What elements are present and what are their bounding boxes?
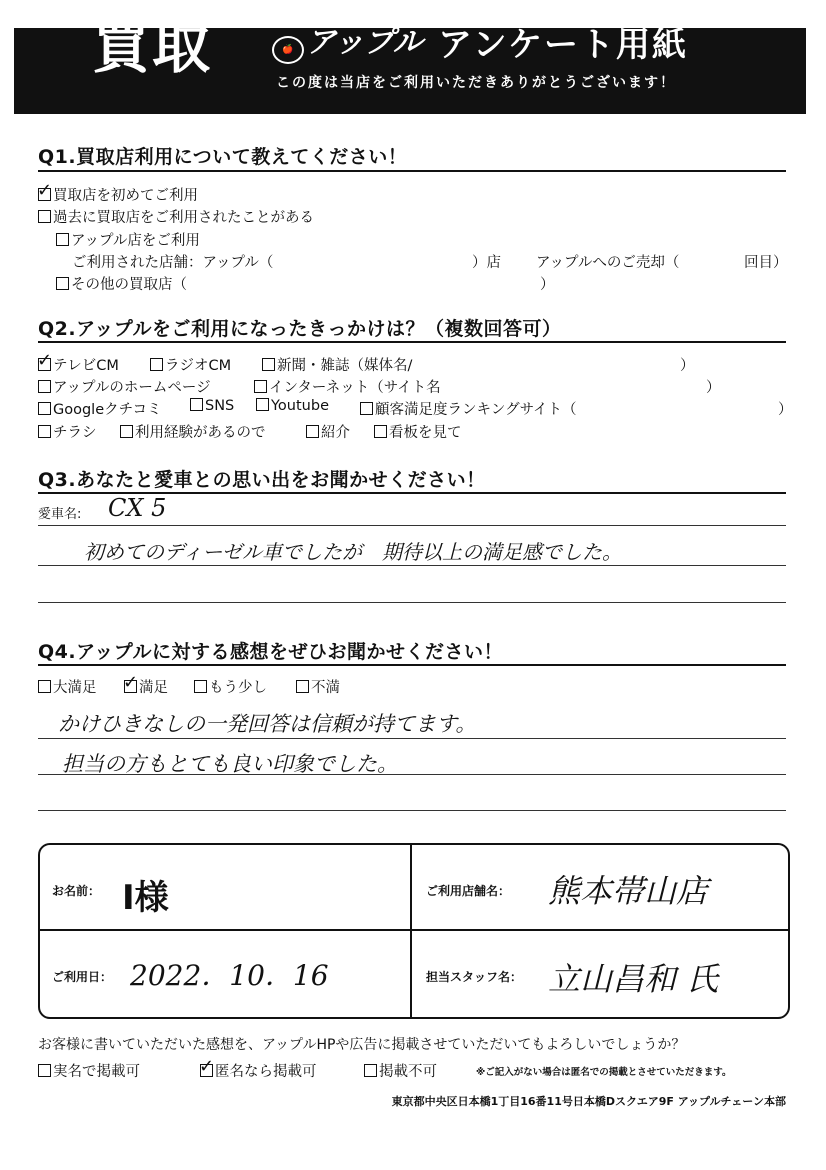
q1-option-first[interactable] bbox=[37, 180, 198, 205]
option-label: 匿名なら掲載可 bbox=[215, 1064, 317, 1080]
q2-option-referral[interactable] bbox=[306, 421, 350, 442]
consent-note: ※ご記入がない場合は匿名での掲載とさせていただきます。 bbox=[476, 1067, 732, 1078]
q4-option-very-satisfied[interactable] bbox=[38, 676, 97, 697]
q2-option-signboard[interactable] bbox=[374, 421, 462, 442]
q2-option-radio[interactable] bbox=[150, 354, 231, 375]
answer-line bbox=[38, 602, 786, 603]
q1-option-past[interactable] bbox=[38, 206, 314, 227]
option-label: 満足 bbox=[139, 680, 168, 696]
q2-option-homepage[interactable] bbox=[38, 376, 211, 397]
q4-option-dissatisfied[interactable] bbox=[296, 676, 340, 697]
checkbox[interactable] bbox=[254, 380, 267, 393]
q3-answer[interactable]: 初めてのディーゼル車でしたが 期待以上の満足感でした。 bbox=[84, 540, 622, 564]
check-mark-icon: ✓ bbox=[123, 672, 139, 693]
q2-option-news[interactable] bbox=[262, 354, 412, 375]
option-label: 掲載不可 bbox=[379, 1064, 437, 1080]
option-label: インターネット（サイト名 bbox=[269, 380, 441, 396]
q2-option-internet[interactable] bbox=[254, 376, 441, 397]
car-name-value[interactable]: CX 5 bbox=[108, 494, 167, 522]
q1-store-suffix: ）店 bbox=[472, 255, 501, 271]
checkbox[interactable] bbox=[56, 277, 69, 290]
car-name-label: 愛車名: bbox=[38, 507, 82, 522]
checkbox[interactable] bbox=[38, 1064, 51, 1077]
q1-sales-count-suffix: 回目） bbox=[744, 255, 788, 271]
checkbox[interactable] bbox=[364, 1064, 377, 1077]
q2-option-youtube[interactable] bbox=[256, 398, 329, 414]
option-label: Youtube bbox=[271, 398, 329, 414]
q1-underline bbox=[38, 170, 786, 172]
survey-title: アンケート用紙 bbox=[438, 25, 688, 65]
checkbox[interactable] bbox=[190, 398, 203, 411]
check-mark-icon: ✓ bbox=[37, 180, 53, 201]
checkbox[interactable] bbox=[199, 1056, 215, 1077]
option-label: アップルのホームページ bbox=[53, 380, 211, 396]
checkbox[interactable] bbox=[360, 402, 373, 415]
option-label: 大満足 bbox=[53, 680, 97, 696]
q2-ranking-close: ） bbox=[778, 402, 793, 418]
check-mark-icon: ✓ bbox=[37, 350, 53, 371]
checkbox[interactable] bbox=[262, 358, 275, 371]
q2-internet-close: ） bbox=[706, 380, 721, 396]
answer-line bbox=[38, 810, 786, 811]
q1-option-other[interactable] bbox=[56, 273, 187, 294]
option-label: 利用経験があるので bbox=[135, 425, 266, 441]
date-value[interactable]: 2022．10．16 bbox=[130, 959, 329, 992]
checkbox[interactable] bbox=[56, 233, 69, 246]
checkbox[interactable] bbox=[306, 425, 319, 438]
q1-option-apple[interactable] bbox=[56, 229, 200, 250]
checkbox[interactable] bbox=[256, 398, 269, 411]
footer-address: 東京都中央区日本橋1丁目16番11号日本橋Dスクエア9F アップルチェーン本部 bbox=[391, 1095, 786, 1108]
staff-value[interactable]: 立山昌和 氏 bbox=[548, 960, 719, 998]
consent-not-allowed[interactable] bbox=[364, 1060, 437, 1081]
consent-real-name[interactable] bbox=[38, 1060, 140, 1081]
answer-line bbox=[38, 525, 786, 526]
answer-line bbox=[38, 774, 786, 775]
q2-option-tvcm[interactable] bbox=[37, 350, 119, 375]
option-label: テレビCM bbox=[53, 358, 119, 374]
checkbox[interactable] bbox=[38, 425, 51, 438]
staff-label: 担当スタッフ名： bbox=[426, 970, 523, 984]
q4-answer-line1[interactable]: かけひきなしの一発回答は信頼が持てます。 bbox=[58, 712, 477, 736]
date-label: ご利用日： bbox=[52, 970, 113, 984]
option-label: 看板を見て bbox=[389, 425, 462, 441]
name-value[interactable]: I様 bbox=[122, 878, 169, 918]
q2-option-experience[interactable] bbox=[120, 421, 266, 442]
q4-title: Q4.アップルに対する感想をぜひお聞かせください！ bbox=[38, 641, 504, 663]
option-label: もう少し bbox=[209, 680, 267, 696]
consent-anonymous[interactable] bbox=[199, 1056, 317, 1081]
option-label: ラジオCM bbox=[165, 358, 232, 374]
option-label: 紹介 bbox=[321, 425, 350, 441]
q1-sales-count-label: アップルへのご売却（ bbox=[536, 255, 680, 271]
q2-title: Q2.アップルをご利用になったきっかけは？（複数回答可） bbox=[38, 318, 562, 340]
checkbox[interactable] bbox=[123, 672, 139, 693]
option-label: Googleクチコミ bbox=[53, 402, 162, 418]
logo-text: アップル bbox=[306, 25, 423, 60]
q4-answer-line2[interactable]: 担当の方もとても良い印象でした。 bbox=[62, 752, 398, 776]
option-label: 不満 bbox=[311, 680, 340, 696]
option-label: チラシ bbox=[53, 425, 97, 441]
checkbox[interactable] bbox=[194, 680, 207, 693]
info-divider-horizontal bbox=[38, 929, 788, 931]
checkbox[interactable] bbox=[38, 210, 51, 223]
option-label: 新聞・雑誌（媒体名/ bbox=[277, 358, 413, 374]
checkbox[interactable] bbox=[38, 402, 51, 415]
checkbox[interactable] bbox=[120, 425, 133, 438]
header-subtitle: この度は当店をご利用いただきありがとうございます！ bbox=[276, 75, 676, 91]
checkbox[interactable] bbox=[37, 350, 53, 371]
store-value[interactable]: 熊本帯山店 bbox=[548, 872, 709, 910]
checkbox[interactable] bbox=[374, 425, 387, 438]
option-label: 実名で掲載可 bbox=[53, 1064, 140, 1080]
answer-line bbox=[38, 738, 786, 739]
option-label: その他の買取店（ bbox=[71, 277, 187, 293]
q2-underline bbox=[38, 341, 786, 343]
q1-title: Q1.買取店利用について教えてください！ bbox=[38, 146, 408, 168]
q2-option-google[interactable] bbox=[38, 398, 162, 419]
option-label: アップル店をご利用 bbox=[71, 233, 200, 249]
checkbox[interactable] bbox=[37, 180, 53, 201]
q4-option-bit-more[interactable] bbox=[194, 676, 267, 697]
consent-question: お客様に書いていただいた感想を、アップルHPや広告に掲載させていただいてもよろしいでしょうか？ bbox=[38, 1037, 686, 1053]
apple-logo-icon: 🍎 bbox=[272, 36, 304, 64]
q2-option-ranking[interactable] bbox=[360, 398, 577, 419]
q2-option-sns[interactable] bbox=[190, 398, 234, 414]
q2-news-close: ） bbox=[680, 358, 695, 374]
q1-store-used-label: ご利用された店舗：アップル（ bbox=[72, 255, 274, 271]
option-label: SNS bbox=[205, 398, 235, 414]
kaitori-title: 買取 bbox=[92, 13, 213, 81]
option-label: 買取店を初めてご利用 bbox=[53, 188, 198, 204]
check-mark-icon: ✓ bbox=[199, 1056, 215, 1077]
q4-option-satisfied[interactable] bbox=[123, 672, 168, 697]
checkbox[interactable] bbox=[150, 358, 163, 371]
q4-underline bbox=[38, 664, 786, 666]
q3-title: Q3.あなたと愛車との思い出をお聞かせください！ bbox=[38, 469, 486, 491]
option-label: 過去に買取店をご利用されたことがある bbox=[53, 210, 314, 226]
checkbox[interactable] bbox=[38, 680, 51, 693]
q2-option-flyer[interactable] bbox=[38, 421, 97, 442]
q1-other-close: ） bbox=[540, 277, 555, 293]
store-label: ご利用店舗名： bbox=[426, 884, 511, 898]
name-label: お名前： bbox=[52, 884, 101, 898]
option-label: 顧客満足度ランキングサイト（ bbox=[375, 402, 577, 418]
checkbox[interactable] bbox=[38, 380, 51, 393]
checkbox[interactable] bbox=[296, 680, 309, 693]
answer-line bbox=[38, 565, 786, 566]
